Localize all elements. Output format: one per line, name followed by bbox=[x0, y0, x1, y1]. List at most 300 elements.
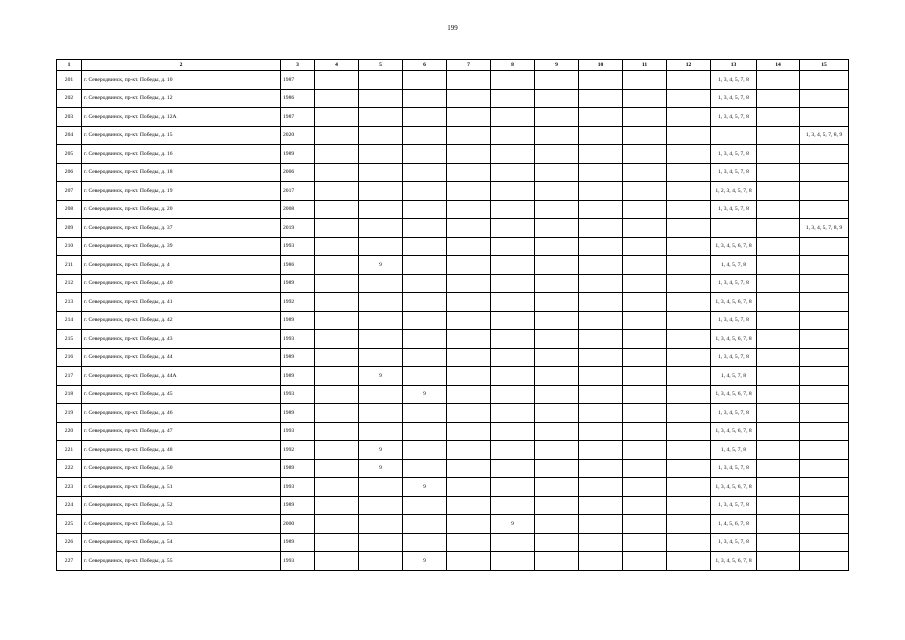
cell-c13: 1, 3, 4, 5, 7, 8 bbox=[711, 348, 757, 367]
cell-c6 bbox=[403, 367, 447, 386]
cell-c15 bbox=[800, 89, 849, 108]
cell-c11 bbox=[623, 89, 667, 108]
cell-addr: г. Северодвинск, пр-кт. Победы, д. 41 bbox=[82, 293, 281, 312]
cell-c15 bbox=[800, 145, 849, 164]
cell-c7 bbox=[447, 404, 491, 423]
cell-c6 bbox=[403, 126, 447, 145]
cell-year: 1989 bbox=[281, 145, 315, 164]
cell-c13: 1, 4, 5, 7, 8 bbox=[711, 256, 757, 275]
cell-c13: 1, 3, 4, 5, 6, 7, 8 bbox=[711, 478, 757, 497]
table-row bbox=[57, 422, 849, 441]
cell-c13: 1, 3, 4, 5, 6, 7, 8 bbox=[711, 237, 757, 256]
cell-c5 bbox=[359, 404, 403, 423]
table-row bbox=[57, 182, 849, 201]
cell-c13: 1, 3, 4, 5, 7, 8 bbox=[711, 108, 757, 127]
cell-c8 bbox=[491, 311, 535, 330]
cell-c10 bbox=[579, 385, 623, 404]
cell-c12 bbox=[667, 274, 711, 293]
cell-year: 1986 bbox=[281, 89, 315, 108]
cell-c7 bbox=[447, 126, 491, 145]
cell-n: 207 bbox=[57, 182, 82, 201]
cell-c14 bbox=[757, 163, 800, 182]
cell-c10 bbox=[579, 496, 623, 515]
cell-c8 bbox=[491, 145, 535, 164]
cell-c5: 9 bbox=[359, 256, 403, 275]
page-number: 199 bbox=[447, 24, 458, 32]
cell-c4 bbox=[315, 237, 359, 256]
cell-c7 bbox=[447, 496, 491, 515]
cell-c8 bbox=[491, 496, 535, 515]
cell-year: 1989 bbox=[281, 367, 315, 386]
cell-n: 222 bbox=[57, 459, 82, 478]
cell-c10 bbox=[579, 108, 623, 127]
cell-c4 bbox=[315, 71, 359, 90]
cell-c6 bbox=[403, 441, 447, 460]
cell-c9 bbox=[535, 108, 579, 127]
cell-c12 bbox=[667, 108, 711, 127]
cell-c8 bbox=[491, 126, 535, 145]
cell-c14 bbox=[757, 515, 800, 534]
cell-n: 202 bbox=[57, 89, 82, 108]
cell-n: 224 bbox=[57, 496, 82, 515]
cell-c6 bbox=[403, 71, 447, 90]
table-row bbox=[57, 330, 849, 349]
cell-c8 bbox=[491, 71, 535, 90]
cell-c9 bbox=[535, 200, 579, 219]
cell-c8 bbox=[491, 200, 535, 219]
cell-n: 208 bbox=[57, 200, 82, 219]
cell-c9 bbox=[535, 256, 579, 275]
cell-year: 2006 bbox=[281, 163, 315, 182]
cell-n: 206 bbox=[57, 163, 82, 182]
cell-c9 bbox=[535, 552, 579, 571]
column-header: 10 bbox=[579, 60, 623, 71]
cell-n: 227 bbox=[57, 552, 82, 571]
cell-c7 bbox=[447, 274, 491, 293]
cell-c15 bbox=[800, 496, 849, 515]
cell-year: 1992 bbox=[281, 293, 315, 312]
column-header: 12 bbox=[667, 60, 711, 71]
cell-n: 204 bbox=[57, 126, 82, 145]
cell-n: 225 bbox=[57, 515, 82, 534]
cell-c6 bbox=[403, 348, 447, 367]
cell-c13: 1, 3, 4, 5, 6, 7, 8 bbox=[711, 330, 757, 349]
column-header: 14 bbox=[757, 60, 800, 71]
cell-c9 bbox=[535, 478, 579, 497]
cell-c12 bbox=[667, 459, 711, 478]
cell-c9 bbox=[535, 311, 579, 330]
cell-c9 bbox=[535, 89, 579, 108]
cell-c13: 1, 4, 5, 7, 8 bbox=[711, 441, 757, 460]
cell-c7 bbox=[447, 330, 491, 349]
cell-c10 bbox=[579, 311, 623, 330]
cell-addr: г. Северодвинск, пр-кт. Победы, д. 44А bbox=[82, 367, 281, 386]
cell-addr: г. Северодвинск, пр-кт. Победы, д. 48 bbox=[82, 441, 281, 460]
cell-c15 bbox=[800, 311, 849, 330]
cell-c4 bbox=[315, 256, 359, 275]
cell-c14 bbox=[757, 145, 800, 164]
cell-c5 bbox=[359, 89, 403, 108]
cell-addr: г. Северодвинск, пр-кт. Победы, д. 39 bbox=[82, 237, 281, 256]
cell-c10 bbox=[579, 515, 623, 534]
table-body bbox=[57, 71, 849, 571]
cell-c8 bbox=[491, 533, 535, 552]
cell-c9 bbox=[535, 441, 579, 460]
cell-c12 bbox=[667, 71, 711, 90]
cell-c7 bbox=[447, 145, 491, 164]
cell-c13: 1, 3, 4, 5, 7, 8 bbox=[711, 311, 757, 330]
cell-addr: г. Северодвинск, пр-кт. Победы, д. 4 bbox=[82, 256, 281, 275]
cell-c8 bbox=[491, 459, 535, 478]
cell-c7 bbox=[447, 311, 491, 330]
cell-c5 bbox=[359, 330, 403, 349]
cell-c13: 1, 3, 4, 5, 7, 8 bbox=[711, 274, 757, 293]
cell-c15 bbox=[800, 108, 849, 127]
column-header: 2 bbox=[82, 60, 281, 71]
table-row bbox=[57, 441, 849, 460]
cell-c15 bbox=[800, 533, 849, 552]
cell-addr: г. Северодвинск, пр-кт. Победы, д. 55 bbox=[82, 552, 281, 571]
cell-c5 bbox=[359, 163, 403, 182]
cell-year: 1987 bbox=[281, 71, 315, 90]
cell-c7 bbox=[447, 71, 491, 90]
cell-c7 bbox=[447, 441, 491, 460]
table-row bbox=[57, 533, 849, 552]
cell-c11 bbox=[623, 126, 667, 145]
cell-c6 bbox=[403, 237, 447, 256]
cell-c6 bbox=[403, 256, 447, 275]
cell-c5 bbox=[359, 496, 403, 515]
cell-year: 1993 bbox=[281, 385, 315, 404]
cell-c11 bbox=[623, 533, 667, 552]
cell-c4 bbox=[315, 274, 359, 293]
cell-c13: 1, 4, 5, 7, 8 bbox=[711, 367, 757, 386]
cell-c4 bbox=[315, 348, 359, 367]
cell-c4 bbox=[315, 293, 359, 312]
cell-c12 bbox=[667, 441, 711, 460]
table-row bbox=[57, 219, 849, 238]
table-row bbox=[57, 200, 849, 219]
cell-n: 211 bbox=[57, 256, 82, 275]
cell-c15 bbox=[800, 441, 849, 460]
cell-addr: г. Северодвинск, пр-кт. Победы, д. 52 bbox=[82, 496, 281, 515]
cell-addr: г. Северодвинск, пр-кт. Победы, д. 16 bbox=[82, 145, 281, 164]
cell-c7 bbox=[447, 219, 491, 238]
cell-c4 bbox=[315, 89, 359, 108]
cell-c5 bbox=[359, 108, 403, 127]
cell-c10 bbox=[579, 256, 623, 275]
cell-addr: г. Северодвинск, пр-кт. Победы, д. 10 bbox=[82, 71, 281, 90]
column-header: 9 bbox=[535, 60, 579, 71]
cell-c14 bbox=[757, 459, 800, 478]
cell-addr: г. Северодвинск, пр-кт. Победы, д. 45 bbox=[82, 385, 281, 404]
cell-c4 bbox=[315, 441, 359, 460]
cell-c15 bbox=[800, 71, 849, 90]
cell-year: 2000 bbox=[281, 515, 315, 534]
cell-c11 bbox=[623, 367, 667, 386]
table-row bbox=[57, 126, 849, 145]
table-row bbox=[57, 145, 849, 164]
column-header: 8 bbox=[491, 60, 535, 71]
cell-c7 bbox=[447, 89, 491, 108]
cell-year: 1989 bbox=[281, 459, 315, 478]
cell-c13: 1, 3, 4, 5, 6, 7, 8 bbox=[711, 552, 757, 571]
cell-c7 bbox=[447, 182, 491, 201]
cell-c14 bbox=[757, 552, 800, 571]
cell-c12 bbox=[667, 219, 711, 238]
cell-c6 bbox=[403, 163, 447, 182]
cell-c9 bbox=[535, 330, 579, 349]
cell-c9 bbox=[535, 293, 579, 312]
cell-c4 bbox=[315, 478, 359, 497]
cell-c8 bbox=[491, 293, 535, 312]
cell-c9 bbox=[535, 385, 579, 404]
cell-c6 bbox=[403, 404, 447, 423]
cell-c12 bbox=[667, 330, 711, 349]
cell-c9 bbox=[535, 459, 579, 478]
cell-c12 bbox=[667, 311, 711, 330]
table-row bbox=[57, 237, 849, 256]
cell-c11 bbox=[623, 552, 667, 571]
cell-c11 bbox=[623, 385, 667, 404]
cell-c14 bbox=[757, 219, 800, 238]
cell-c10 bbox=[579, 71, 623, 90]
cell-c13: 1, 3, 4, 5, 6, 7, 8 bbox=[711, 293, 757, 312]
cell-c4 bbox=[315, 496, 359, 515]
cell-c11 bbox=[623, 145, 667, 164]
cell-c4 bbox=[315, 219, 359, 238]
cell-c4 bbox=[315, 367, 359, 386]
cell-c14 bbox=[757, 404, 800, 423]
cell-c12 bbox=[667, 293, 711, 312]
cell-c12 bbox=[667, 182, 711, 201]
cell-c11 bbox=[623, 237, 667, 256]
cell-c8 bbox=[491, 478, 535, 497]
cell-c11 bbox=[623, 348, 667, 367]
cell-c11 bbox=[623, 311, 667, 330]
table-row bbox=[57, 404, 849, 423]
cell-n: 210 bbox=[57, 237, 82, 256]
table-row bbox=[57, 478, 849, 497]
cell-c4 bbox=[315, 533, 359, 552]
column-header: 5 bbox=[359, 60, 403, 71]
cell-c11 bbox=[623, 200, 667, 219]
cell-c7 bbox=[447, 163, 491, 182]
cell-c8 bbox=[491, 237, 535, 256]
cell-year: 1989 bbox=[281, 496, 315, 515]
cell-c10 bbox=[579, 459, 623, 478]
cell-year: 1992 bbox=[281, 441, 315, 460]
table-row bbox=[57, 274, 849, 293]
cell-c6 bbox=[403, 89, 447, 108]
cell-c4 bbox=[315, 200, 359, 219]
cell-c14 bbox=[757, 348, 800, 367]
cell-c8 bbox=[491, 108, 535, 127]
cell-c8 bbox=[491, 182, 535, 201]
cell-addr: г. Северодвинск, пр-кт. Победы, д. 44 bbox=[82, 348, 281, 367]
cell-c11 bbox=[623, 515, 667, 534]
cell-year: 1989 bbox=[281, 274, 315, 293]
cell-year: 1993 bbox=[281, 330, 315, 349]
table-row bbox=[57, 459, 849, 478]
cell-c7 bbox=[447, 459, 491, 478]
cell-c13: 1, 3, 4, 5, 7, 8 bbox=[711, 89, 757, 108]
cell-c5 bbox=[359, 237, 403, 256]
cell-c15 bbox=[800, 515, 849, 534]
cell-n: 218 bbox=[57, 385, 82, 404]
cell-c11 bbox=[623, 108, 667, 127]
cell-c10 bbox=[579, 348, 623, 367]
cell-c5 bbox=[359, 182, 403, 201]
cell-addr: г. Северодвинск, пр-кт. Победы, д. 15 bbox=[82, 126, 281, 145]
cell-c14 bbox=[757, 367, 800, 386]
cell-c14 bbox=[757, 256, 800, 275]
cell-year: 1989 bbox=[281, 533, 315, 552]
cell-c14 bbox=[757, 441, 800, 460]
table-row bbox=[57, 348, 849, 367]
cell-n: 215 bbox=[57, 330, 82, 349]
header-row bbox=[57, 60, 849, 71]
column-header: 13 bbox=[711, 60, 757, 71]
cell-n: 212 bbox=[57, 274, 82, 293]
cell-c5 bbox=[359, 71, 403, 90]
cell-c10 bbox=[579, 237, 623, 256]
cell-c6: 9 bbox=[403, 385, 447, 404]
cell-c10 bbox=[579, 200, 623, 219]
cell-c4 bbox=[315, 126, 359, 145]
cell-c5: 9 bbox=[359, 367, 403, 386]
cell-year: 1986 bbox=[281, 256, 315, 275]
cell-c11 bbox=[623, 274, 667, 293]
cell-c5 bbox=[359, 422, 403, 441]
cell-c12 bbox=[667, 552, 711, 571]
cell-c5 bbox=[359, 348, 403, 367]
cell-c9 bbox=[535, 404, 579, 423]
table-row bbox=[57, 496, 849, 515]
cell-c14 bbox=[757, 237, 800, 256]
cell-c14 bbox=[757, 478, 800, 497]
cell-c12 bbox=[667, 256, 711, 275]
table-row bbox=[57, 311, 849, 330]
cell-c8 bbox=[491, 404, 535, 423]
cell-c12 bbox=[667, 145, 711, 164]
cell-c4 bbox=[315, 311, 359, 330]
cell-c14 bbox=[757, 422, 800, 441]
cell-c4 bbox=[315, 515, 359, 534]
cell-c15 bbox=[800, 459, 849, 478]
cell-c15 bbox=[800, 552, 849, 571]
cell-c12 bbox=[667, 496, 711, 515]
cell-c6 bbox=[403, 422, 447, 441]
cell-c4 bbox=[315, 385, 359, 404]
cell-c7 bbox=[447, 348, 491, 367]
cell-c4 bbox=[315, 163, 359, 182]
cell-n: 217 bbox=[57, 367, 82, 386]
cell-c15 bbox=[800, 256, 849, 275]
cell-c5 bbox=[359, 293, 403, 312]
column-header: 6 bbox=[403, 60, 447, 71]
table-row bbox=[57, 256, 849, 275]
cell-c10 bbox=[579, 330, 623, 349]
cell-c5 bbox=[359, 145, 403, 164]
cell-c11 bbox=[623, 71, 667, 90]
cell-c9 bbox=[535, 71, 579, 90]
cell-c14 bbox=[757, 182, 800, 201]
cell-c8 bbox=[491, 385, 535, 404]
cell-c12 bbox=[667, 422, 711, 441]
cell-c14 bbox=[757, 89, 800, 108]
cell-c12 bbox=[667, 515, 711, 534]
cell-c5 bbox=[359, 311, 403, 330]
cell-c5 bbox=[359, 219, 403, 238]
table-row bbox=[57, 163, 849, 182]
cell-year: 2020 bbox=[281, 126, 315, 145]
cell-addr: г. Северодвинск, пр-кт. Победы, д. 51 bbox=[82, 478, 281, 497]
cell-c15 bbox=[800, 163, 849, 182]
cell-c8 bbox=[491, 89, 535, 108]
cell-c7 bbox=[447, 385, 491, 404]
cell-c9 bbox=[535, 237, 579, 256]
cell-c10 bbox=[579, 367, 623, 386]
cell-c15: 1, 3, 4, 5, 7, 8, 9 bbox=[800, 219, 849, 238]
cell-year: 1987 bbox=[281, 108, 315, 127]
cell-year: 1993 bbox=[281, 552, 315, 571]
cell-c6 bbox=[403, 293, 447, 312]
column-header: 15 bbox=[800, 60, 849, 71]
table-row bbox=[57, 71, 849, 90]
cell-c10 bbox=[579, 422, 623, 441]
cell-c14 bbox=[757, 533, 800, 552]
cell-c15 bbox=[800, 367, 849, 386]
cell-c9 bbox=[535, 145, 579, 164]
cell-addr: г. Северодвинск, пр-кт. Победы, д. 40 bbox=[82, 274, 281, 293]
cell-c10 bbox=[579, 182, 623, 201]
cell-c8: 9 bbox=[491, 515, 535, 534]
cell-addr: г. Северодвинск, пр-кт. Победы, д. 47 bbox=[82, 422, 281, 441]
cell-c15 bbox=[800, 330, 849, 349]
cell-c6 bbox=[403, 459, 447, 478]
cell-c13: 1, 4, 5, 6, 7, 8 bbox=[711, 515, 757, 534]
cell-c7 bbox=[447, 422, 491, 441]
cell-c12 bbox=[667, 404, 711, 423]
cell-c6 bbox=[403, 145, 447, 164]
cell-n: 214 bbox=[57, 311, 82, 330]
cell-c7 bbox=[447, 108, 491, 127]
cell-c14 bbox=[757, 311, 800, 330]
cell-c8 bbox=[491, 367, 535, 386]
cell-c12 bbox=[667, 533, 711, 552]
cell-c13: 1, 3, 4, 5, 6, 7, 8 bbox=[711, 385, 757, 404]
table-row bbox=[57, 367, 849, 386]
cell-c5 bbox=[359, 385, 403, 404]
cell-n: 223 bbox=[57, 478, 82, 497]
cell-c14 bbox=[757, 126, 800, 145]
cell-c6 bbox=[403, 219, 447, 238]
cell-c12 bbox=[667, 163, 711, 182]
cell-c4 bbox=[315, 422, 359, 441]
cell-year: 1993 bbox=[281, 237, 315, 256]
column-header: 4 bbox=[315, 60, 359, 71]
cell-n: 213 bbox=[57, 293, 82, 312]
cell-c5: 9 bbox=[359, 441, 403, 460]
cell-c15 bbox=[800, 237, 849, 256]
cell-c9 bbox=[535, 163, 579, 182]
cell-c13: 1, 2, 3, 4, 5, 7, 8 bbox=[711, 182, 757, 201]
cell-c5 bbox=[359, 478, 403, 497]
cell-c13: 1, 3, 4, 5, 7, 8 bbox=[711, 533, 757, 552]
cell-c13: 1, 3, 4, 5, 7, 8 bbox=[711, 71, 757, 90]
cell-c7 bbox=[447, 256, 491, 275]
